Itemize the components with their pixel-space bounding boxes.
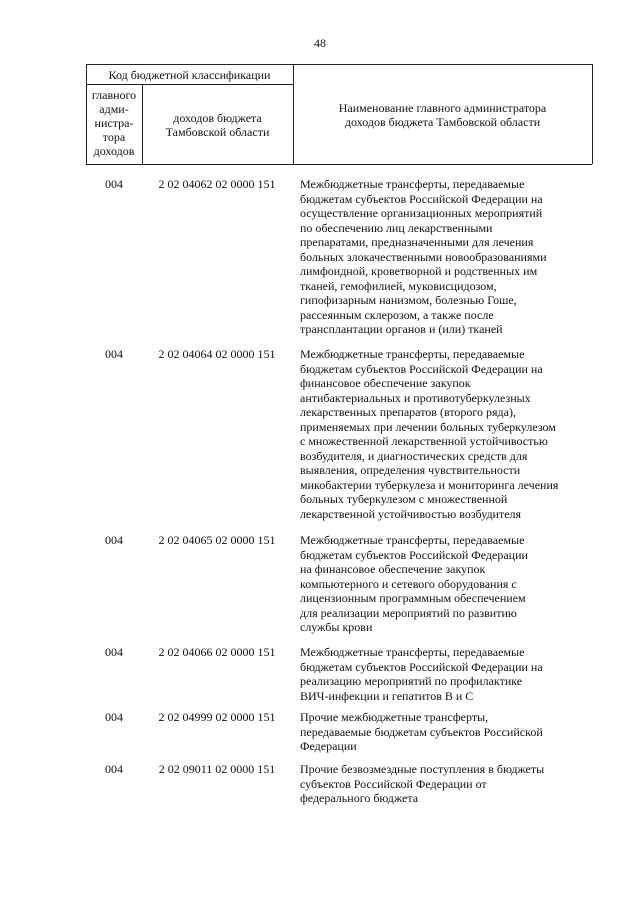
revenue-name: Межбюджетные трансферты, передаваемые бюджетам субъектов Российской Федерации на финансовое обеспечение закупок антибактериальных и противотуберкулезных лекарственных препаратов (второго ряда), применяемых при лечении больных туберкулезом с множественной лекарственной устойчивостью возбудителя, и диагностических средств для выявления, определения чувствительности микобактерии туберкулеза и мониторинга лечения больных туберкулезом с множественной лекарственной устойчивостью возбудителя [300, 347, 559, 521]
revenue-name: Прочие межбюджетные трансферты, передаваемые бюджетам субъектов Российской Федерации [300, 710, 543, 753]
revenue-name: Межбюджетные трансферты, передаваемые бюджетам субъектов Российской Федерации на осуществление организационных мероприятий по обеспечению лиц лекарственными препаратами, предназначенными для лечения больных злокачественными новообразованиями лимфоидной, кроветворной и родственных им тканей, гемофилией, муковисцидозом, гипофизарным нанизмом, болезнью Гоше, рассеянным склерозом, а также после трансплантации органов и (или) тканей [300, 177, 547, 336]
revenue-code: 2 02 04999 02 0000 151 [158, 710, 276, 724]
revenue-code: 2 02 09011 02 0000 151 [158, 762, 276, 776]
header-group-title: Код бюджетной классификации [108, 68, 271, 82]
admin-code: 004 [105, 177, 123, 191]
table-right-border [592, 64, 593, 164]
group-header-underline [86, 84, 293, 85]
header-bottom-border [86, 164, 592, 165]
admin-code: 004 [105, 762, 123, 776]
revenue-code: 2 02 04066 02 0000 151 [158, 645, 276, 659]
header-col-code: доходов бюджета Тамбовской области [165, 111, 270, 139]
admin-code: 004 [105, 533, 123, 547]
admin-code: 004 [105, 645, 123, 659]
admin-code: 004 [105, 710, 123, 724]
admin-code: 004 [105, 347, 123, 361]
header-col-admin: главного адми- нистра- тора доходов [91, 88, 137, 158]
revenue-code: 2 02 04065 02 0000 151 [158, 533, 276, 547]
revenue-name: Межбюджетные трансферты, передаваемые бюджетам субъектов Российской Федерации на реализацию мероприятий по профилактике ВИЧ-инфекции и гепатитов В и С [300, 645, 543, 703]
revenue-name: Прочие безвозмездные поступления в бюджеты субъектов Российской Федерации от федерального бюджета [300, 762, 545, 805]
revenue-name: Межбюджетные трансферты, передаваемые бюджетам субъектов Российской Федерации на финансовое обеспечение закупок компьютерного и сетевого оборудования с лицензионным программным обеспечением для реализации мероприятий по развитию службы крови [300, 533, 528, 634]
revenue-code: 2 02 04062 02 0000 151 [158, 177, 276, 191]
header-col-name: Наименование главного администратора доходов бюджета Тамбовской области [338, 101, 547, 129]
page-number: 48 [314, 36, 326, 50]
table-top-border [86, 64, 592, 65]
revenue-code: 2 02 04064 02 0000 151 [158, 347, 276, 361]
